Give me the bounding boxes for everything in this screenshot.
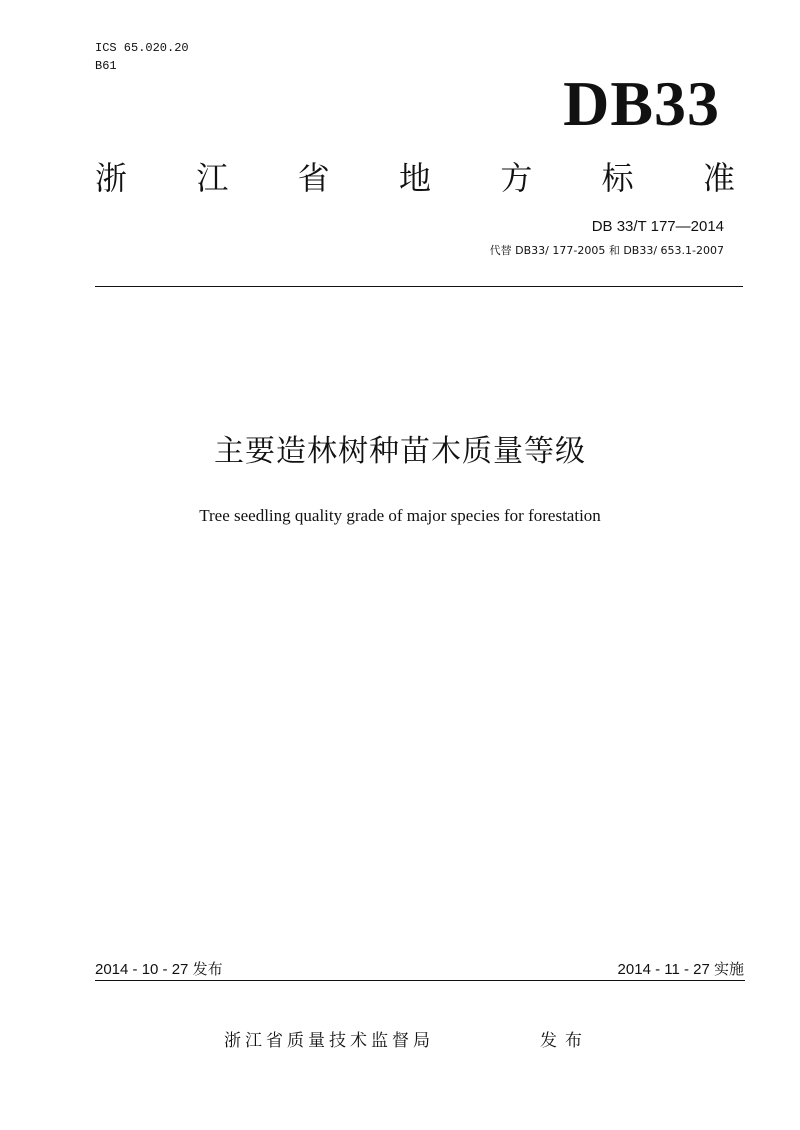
standard-type-char: 江 bbox=[196, 159, 229, 197]
standard-type-char: 标 bbox=[601, 159, 634, 197]
standard-type-char: 省 bbox=[297, 159, 330, 197]
standard-type-char: 浙 bbox=[95, 159, 128, 197]
publish-label: 发布 bbox=[540, 1031, 590, 1051]
standard-type-char: 方 bbox=[500, 159, 533, 197]
standard-logo: DB33 bbox=[563, 68, 720, 139]
replaces-note: 代替 DB33/ 177-2005 和 DB33/ 653.1-2007 bbox=[489, 244, 724, 257]
publisher-name: 浙江省质量技术监督局 bbox=[224, 1031, 434, 1051]
document-title-zh: 主要造林树种苗木质量等级 bbox=[214, 434, 586, 469]
standard-type-heading bbox=[95, 158, 735, 198]
document-title-en: Tree seedling quality grade of major species for forestation bbox=[199, 506, 601, 525]
header-divider bbox=[95, 286, 743, 287]
standard-number: DB 33/T 177—2014 bbox=[591, 218, 724, 235]
standard-type-char: 准 bbox=[702, 159, 735, 197]
implementation-date: 2014 - 11 - 27 实施 bbox=[617, 961, 744, 978]
standard-type-char: 地 bbox=[398, 159, 431, 197]
ics-code: ICS 65.020.20 bbox=[95, 41, 189, 55]
issue-date: 2014 - 10 - 27 发布 bbox=[95, 961, 223, 978]
footer-divider bbox=[95, 980, 745, 981]
ccs-code: B61 bbox=[95, 59, 117, 73]
